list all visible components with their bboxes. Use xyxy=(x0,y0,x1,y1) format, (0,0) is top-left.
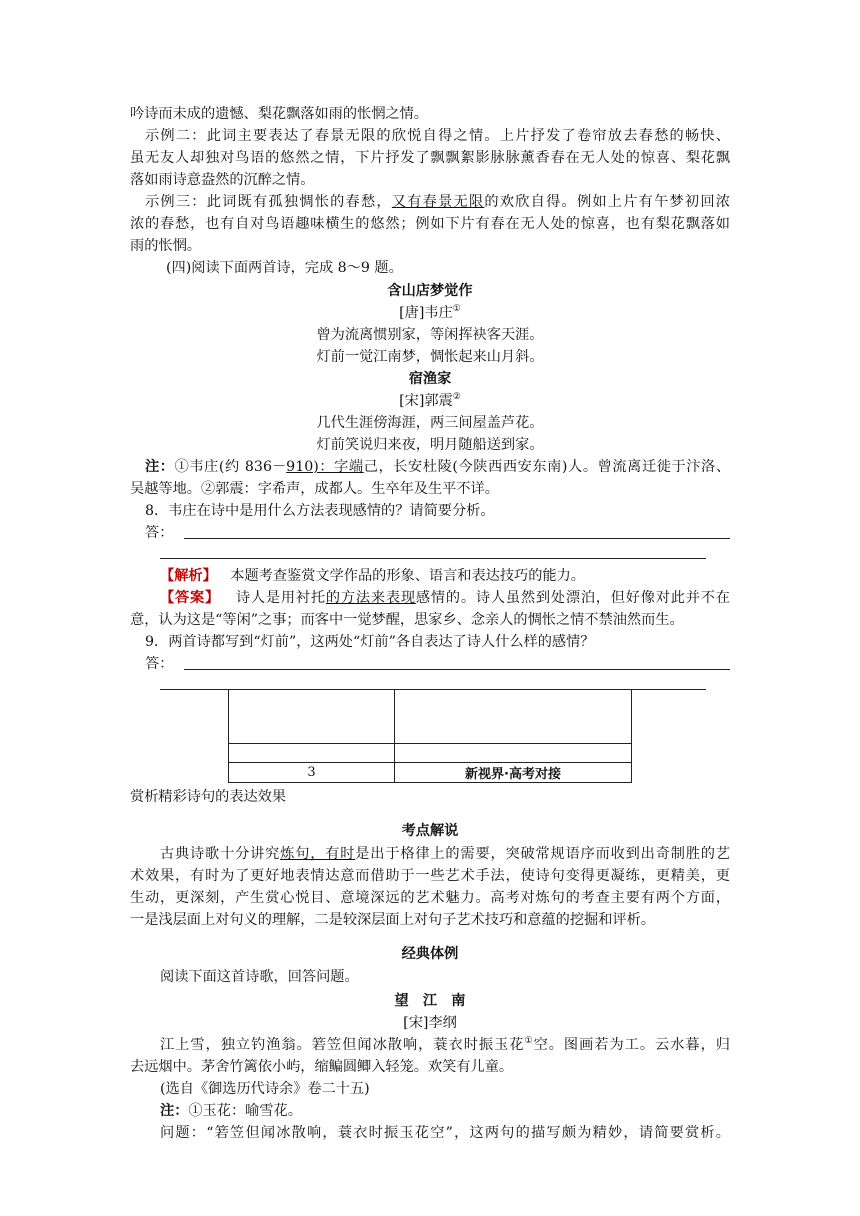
text-line: 虽无友人却独对鸟语的悠然之情，下片抒发了飘飘絮影脉脉薰香春在无人处的惊喜、梨花飘 xyxy=(130,150,730,166)
answer-line: 意，认为这是“等闲”之事；而客中一觉梦醒，思家乡、念亲人的惆怅之情不禁油然而生。 xyxy=(130,612,684,628)
text-span: 的欢欣自得。例如上片有午梦初回浓 xyxy=(484,194,730,210)
text-line: 吟诗而未成的遗憾、梨花飘落如雨的怅惘之情。 xyxy=(130,106,428,122)
author-name: [宋]郭震 xyxy=(399,393,453,409)
text-span: 空。图画若为工。云水暮，归 xyxy=(533,1037,730,1053)
section-title-cell: 新视界·高考对接 xyxy=(395,763,632,783)
analysis-text: 本题考查鉴赏文学作品的形象、语言和表达技巧的能力。 xyxy=(230,568,585,584)
section-heading: 赏析精彩诗句的表达效果 xyxy=(130,789,287,805)
text-span: 示例三：此词既有孤独惆怅的春愁， xyxy=(145,194,392,210)
text-line xyxy=(145,192,730,212)
notes-line xyxy=(160,1101,302,1121)
text-line xyxy=(160,844,730,864)
poem-line: 曾为流离惯别家，等闲挥袂客天涯。 xyxy=(316,327,544,343)
header-table xyxy=(228,689,632,783)
analysis-line xyxy=(160,566,585,586)
text-span: ①玉花：喻雪花。 xyxy=(188,1103,302,1119)
text-span: 江上雪，独立钓渔翁。箬笠但闻冰散响，蓑衣时振玉花 xyxy=(160,1037,525,1053)
poem-line: 灯前笑说归来夜，明月随船送到家。 xyxy=(316,437,544,453)
poem-author xyxy=(130,391,730,411)
table-cell xyxy=(395,744,632,763)
footnote-mark: ② xyxy=(452,392,461,402)
text-span: 己，长安杜陵(今陕西西安东南)人。曾流离迁徙于汴洛、 xyxy=(363,459,731,475)
text-span: 感情的。诗人虽然到处漂泊，但好像对此并不在 xyxy=(415,590,730,606)
text-line: 浓的春愁，也有自对鸟语趣味横生的悠然；例如下片有春在无人处的惊喜，也有梨花飘落如 xyxy=(130,216,730,232)
poem-title: 望 江 南 xyxy=(394,993,466,1009)
author-name: [唐]韦庄 xyxy=(399,305,453,321)
text-span: 古典诗歌十分讲究 xyxy=(160,846,281,862)
text-span: ①韦庄(约 836－ xyxy=(174,459,287,475)
footnote-mark: ① xyxy=(524,1036,534,1046)
answer-blank-line xyxy=(184,538,730,539)
table-cell xyxy=(229,744,395,763)
answer-label: 答： xyxy=(145,525,174,541)
underlined-text: 910)：字端 xyxy=(286,459,364,475)
answer-label: 答： xyxy=(145,656,174,672)
poem-text xyxy=(160,1035,730,1055)
question-8: 8．韦庄在诗中是用什么方法表现感情的？请简要分析。 xyxy=(145,503,495,519)
text-line: 术效果，有时为了更好地表情达意而借助于一些艺术手法，使诗句变得更凝练，更精美，更 xyxy=(130,868,730,884)
poem-line: 几代生涯傍海涯，两三间屋盖芦花。 xyxy=(316,415,544,431)
underlined-text: 又有春景无限 xyxy=(391,194,485,210)
text-line: 一是浅层面上对句义的理解，二是较深层面上对句子艺术技巧和意蕴的挖掘和评析。 xyxy=(130,912,655,928)
text-line: 示例二：此词主要表达了春景无限的欣悦自得之情。上片抒发了卷帘放去春愁的畅快、 xyxy=(145,128,730,144)
text-line: 落如雨诗意盎然的沉醉之情。 xyxy=(130,172,315,188)
text-line: 雨的怅惘。 xyxy=(130,238,201,254)
notes-line xyxy=(145,457,730,477)
text-span: 诗人是用衬托 xyxy=(235,590,326,606)
underlined-text: 的方法来表现 xyxy=(325,590,416,606)
question-9: 9．两首诗都写到“灯前”，这两处“灯前”各自表达了诗人什么样的感情？ xyxy=(145,634,595,650)
page-number-cell: 3 xyxy=(229,763,395,783)
notes-label: 注： xyxy=(145,459,175,475)
notes-line: 吴越等地。②郭震：字希声，成都人。生卒年及生平不详。 xyxy=(130,481,499,497)
poem-author: [宋]李纲 xyxy=(403,1015,457,1031)
section-intro: (四)阅读下面两首诗，完成 8～9 题。 xyxy=(166,260,403,276)
notes-label: 注： xyxy=(160,1103,189,1119)
text-span: 是出于格律上的需要，突破常规语序而收到出奇制胜的艺 xyxy=(355,846,730,862)
poem-author xyxy=(130,303,730,323)
poem-title: 含山店梦觉作 xyxy=(387,283,473,299)
poem-line: 灯前一觉江南梦，惆怅起来山月斜。 xyxy=(316,349,544,365)
answer-tag: 【答案】 xyxy=(160,590,220,606)
underlined-text: 炼句，有时 xyxy=(280,846,356,862)
poem-source: (选自《御选历代诗余》卷二十五) xyxy=(160,1081,370,1097)
answer-line xyxy=(160,588,730,608)
table-cell xyxy=(229,690,395,744)
table-cell xyxy=(395,690,632,744)
answer-blank-line xyxy=(184,669,730,670)
subsection-title: 经典体例 xyxy=(401,946,459,962)
text-line: 生动，更深刻，产生赏心悦目、意境深远的艺术魅力。高考对炼句的考查主要有两个方面， xyxy=(130,890,730,906)
question-text: 问题：“箬笠但闻冰散响，蓑衣时振玉花空”，这两句的描写颇为精妙，请简要赏析。 xyxy=(160,1125,730,1141)
analysis-tag: 【解析】 xyxy=(160,568,217,584)
poem-title: 宿渔家 xyxy=(408,371,452,387)
footnote-mark: ① xyxy=(452,304,461,314)
subsection-title: 考点解说 xyxy=(401,823,459,839)
text-line: 阅读下面这首诗歌，回答问题。 xyxy=(160,969,359,985)
answer-blank-line xyxy=(160,558,706,559)
poem-text: 去远烟中。茅舍竹篱依小屿，缩鳊圆鲫入轻笼。欢笑有儿童。 xyxy=(130,1059,514,1075)
